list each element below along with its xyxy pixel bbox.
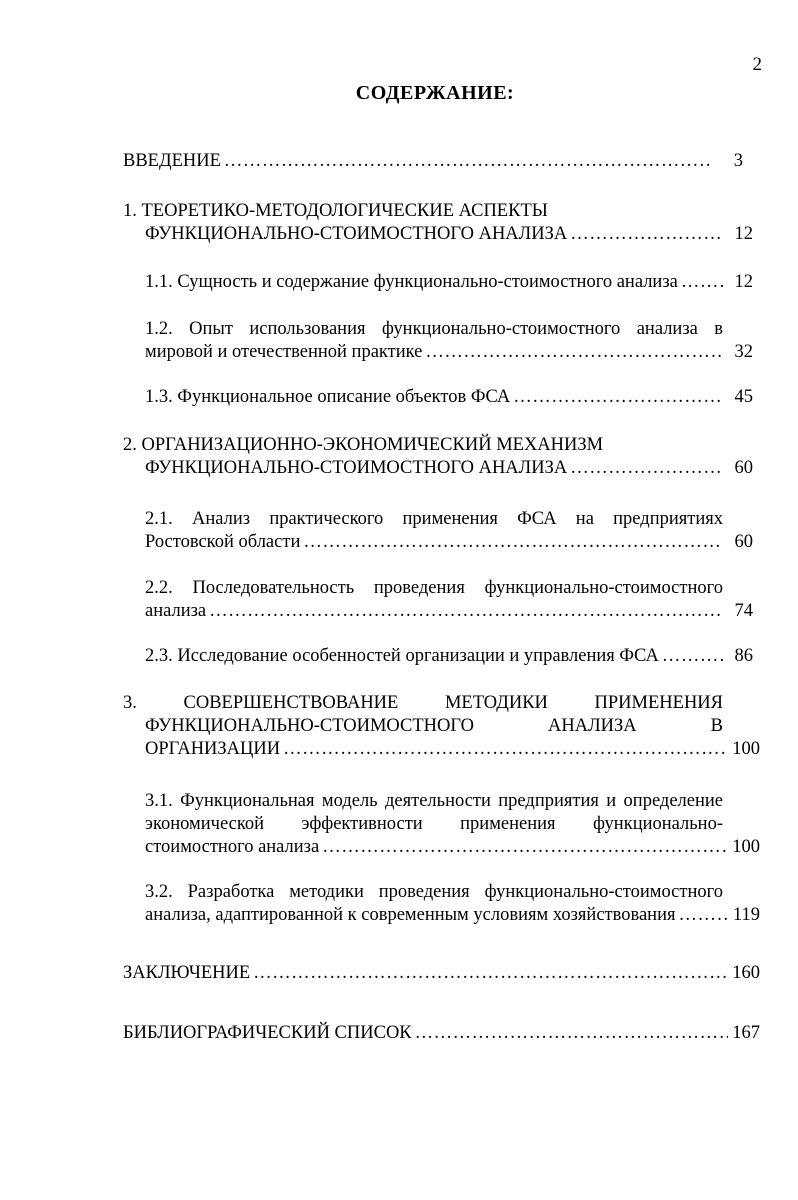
dot-leader [425, 341, 723, 364]
dot-leader [681, 271, 723, 294]
toc-entry-conclusion[interactable] [123, 962, 760, 985]
toc-entry-text: Ростовской области [145, 532, 301, 552]
toc-entry-text: стоимостного анализа [145, 837, 320, 857]
toc-line: экономической эффективности применения функционально- [145, 814, 723, 834]
toc-entry-text: 2.3. Исследование особенностей организации и управления ФСА [145, 646, 659, 666]
toc-entry-text: ОРГАНИЗАЦИИ [145, 739, 281, 759]
page-number: 2 [752, 54, 762, 75]
toc-line: 3.1. Функциональная модель деятельности предприятия и определение [145, 791, 723, 811]
toc-page-number: 60 [734, 532, 753, 552]
toc-page-number: 167 [732, 1023, 760, 1043]
toc-page-number: 60 [734, 458, 753, 478]
toc-last-line [145, 836, 760, 859]
toc-page-number: 12 [734, 272, 753, 292]
toc-last-line [123, 223, 753, 246]
dot-leader [415, 1022, 729, 1045]
dot-leader [224, 150, 713, 173]
toc-last-line [145, 531, 753, 554]
toc-line: ФУНКЦИОНАЛЬНО-СТОИМОСТНОГО АНАЛИЗА В [145, 716, 723, 736]
toc-chapter-2[interactable] [123, 434, 753, 480]
toc-entry-text: 1.3. Функциональное описание объектов ФСА [145, 387, 511, 407]
toc-line: 1.2. Опыт использования функционально-стоимостного анализа в [145, 319, 723, 339]
dot-leader [570, 457, 723, 480]
dot-leader [513, 386, 723, 409]
toc-entry-text: БИБЛИОГРАФИЧЕСКИЙ СПИСОК [123, 1023, 412, 1043]
toc-page-number: 12 [734, 224, 753, 244]
dot-leader [322, 836, 728, 859]
toc-line: 2.2. Последовательность проведения функционально-стоимостного [145, 578, 723, 598]
toc-chapter-3[interactable] [123, 692, 760, 761]
toc-page-number: 86 [734, 646, 753, 666]
dot-leader [570, 223, 723, 246]
toc-chapter-1[interactable] [123, 200, 753, 246]
dot-leader [253, 962, 728, 985]
toc-entry-3-1[interactable] [145, 790, 760, 859]
toc-entry-2-2[interactable] [145, 577, 753, 623]
toc-page-number: 160 [732, 963, 760, 983]
toc-entry-text: мировой и отечественной практике [145, 342, 423, 362]
dot-leader [679, 904, 729, 927]
toc-page-number: 100 [732, 739, 760, 759]
page-title: СОДЕРЖАНИЕ: [355, 82, 515, 104]
dot-leader [209, 600, 723, 623]
dot-leader [303, 531, 723, 554]
toc-page-number: 3 [733, 151, 743, 171]
toc-line: 3.2. Разработка методики проведения функционально-стоимостного [145, 882, 723, 902]
toc-page-number: 119 [732, 905, 760, 925]
toc-entry-2-3[interactable] [145, 645, 753, 668]
toc-line: 1. ТЕОРЕТИКО-МЕТОДОЛОГИЧЕСКИЕ АСПЕКТЫ [123, 201, 548, 221]
toc-line: 2. ОРГАНИЗАЦИОННО-ЭКОНОМИЧЕСКИЙ МЕХАНИЗМ [123, 435, 604, 455]
toc-entry-1-1[interactable] [145, 271, 753, 294]
toc-entry-1-2[interactable] [145, 318, 753, 364]
toc-line: 3. СОВЕРШЕНСТВОВАНИЕ МЕТОДИКИ ПРИМЕНЕНИЯ [123, 693, 723, 713]
toc-last-line [123, 738, 760, 761]
toc-page-number: 74 [734, 601, 753, 621]
toc-entry-2-1[interactable] [145, 508, 753, 554]
toc-page-number: 32 [734, 342, 753, 362]
toc-last-line [123, 457, 753, 480]
toc-last-line [145, 904, 760, 927]
toc-entry-text: ФУНКЦИОНАЛЬНО-СТОИМОСТНОГО АНАЛИЗА [145, 458, 568, 478]
toc-line: 2.1. Анализ практического применения ФСА на предприятиях [145, 509, 723, 529]
toc-entry-intro[interactable] [123, 150, 743, 173]
toc-entry-text: ВВЕДЕНИЕ [123, 151, 221, 171]
toc-entry-1-3[interactable] [145, 386, 753, 409]
toc-entry-text: ФУНКЦИОНАЛЬНО-СТОИМОСТНОГО АНАЛИЗА [145, 224, 568, 244]
toc-entry-text: ЗАКЛЮЧЕНИЕ [123, 963, 251, 983]
toc-entry-text: 1.1. Сущность и содержание функционально-стоимостного анализа [145, 272, 678, 292]
toc-entry-bibliography[interactable] [123, 1022, 760, 1045]
toc-page-number: 45 [734, 387, 753, 407]
toc-entry-3-2[interactable] [145, 881, 760, 927]
toc-last-line [145, 600, 753, 623]
dot-leader [283, 738, 728, 761]
toc-entry-text: анализа [145, 601, 207, 621]
toc-page-number: 100 [732, 837, 760, 857]
toc-last-line [145, 341, 753, 364]
dot-leader [662, 645, 723, 668]
toc-entry-text: анализа, адаптированной к современным условиям хозяйствования [145, 905, 676, 925]
